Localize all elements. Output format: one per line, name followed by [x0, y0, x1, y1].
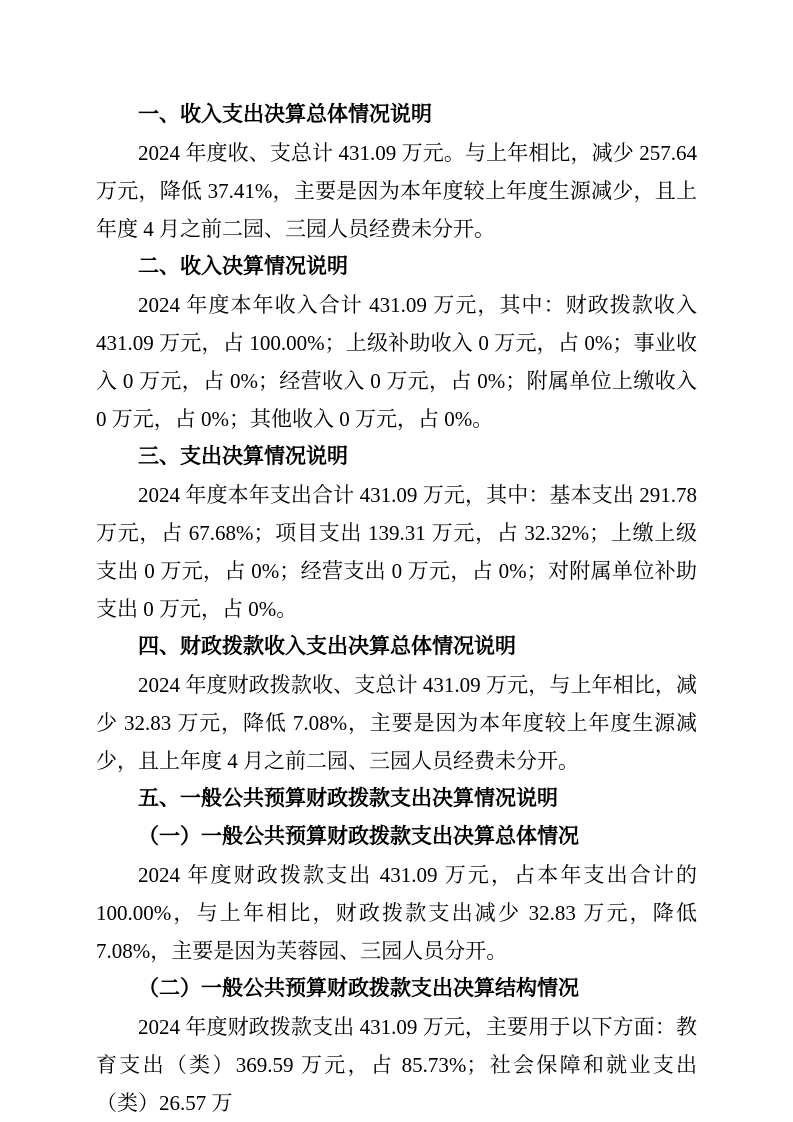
subsection-heading-5-1: （一）一般公共预算财政拨款支出决算总体情况 [138, 825, 579, 848]
paragraph-5-2: 2024 年度财政拨款支出 431.09 万元，主要用于以下方面：教育支出（类）369.59 万元，占 85.73%；社会保障和就业支出（类）26.57 万 [96, 1015, 697, 1115]
section-heading-3: 三、支出决算情况说明 [138, 445, 348, 468]
section-heading-5: 五、一般公共预算财政拨款支出决算情况说明 [138, 787, 558, 810]
paragraph-3: 2024 年度本年支出合计 431.09 万元，其中：基本支出 291.78 万元，占 67.68%；项目支出 139.31 万元，占 32.32%；上缴上级支出 0 万元，占 0%；经营支出 0 万元，占 0%；对附属单位补助支出 0 万元，占 0%。 [96, 483, 697, 621]
paragraph-1: 2024 年度收、支总计 431.09 万元。与上年相比，减少 257.64 万元，降低 37.41%，主要是因为本年度较上年度生源减少，且上年度 4 月之前二园、三园人员经费未分开。 [96, 141, 697, 241]
document-body [96, 96, 697, 1122]
section-heading-1: 一、收入支出决算总体情况说明 [138, 103, 432, 126]
section-heading-2: 二、收入决算情况说明 [138, 255, 348, 278]
subsection-heading-5-2: （二）一般公共预算财政拨款支出决算结构情况 [138, 977, 579, 1000]
paragraph-2: 2024 年度本年收入合计 431.09 万元，其中：财政拨款收入 431.09 万元，占 100.00%；上级补助收入 0 万元，占 0%；事业收入 0 万元，占 0%；经营收入 0 万元，占 0%；附属单位上缴收入 0 万元，占 0%；其他收入 0 万元，占 0%。 [96, 293, 697, 431]
section-heading-4: 四、财政拨款收入支出决算总体情况说明 [138, 635, 516, 658]
paragraph-4: 2024 年度财政拨款收、支总计 431.09 万元，与上年相比，减少 32.83 万元，降低 7.08%，主要是因为本年度较上年度生源减少，且上年度 4 月之前二园、三园人员经费未分开。 [96, 673, 697, 773]
paragraph-5-1: 2024 年度财政拨款支出 431.09 万元，占本年支出合计的 100.00%，与上年相比，财政拨款支出减少 32.83 万元，降低 7.08%，主要是因为芙蓉园、三园人员分开。 [96, 863, 697, 963]
